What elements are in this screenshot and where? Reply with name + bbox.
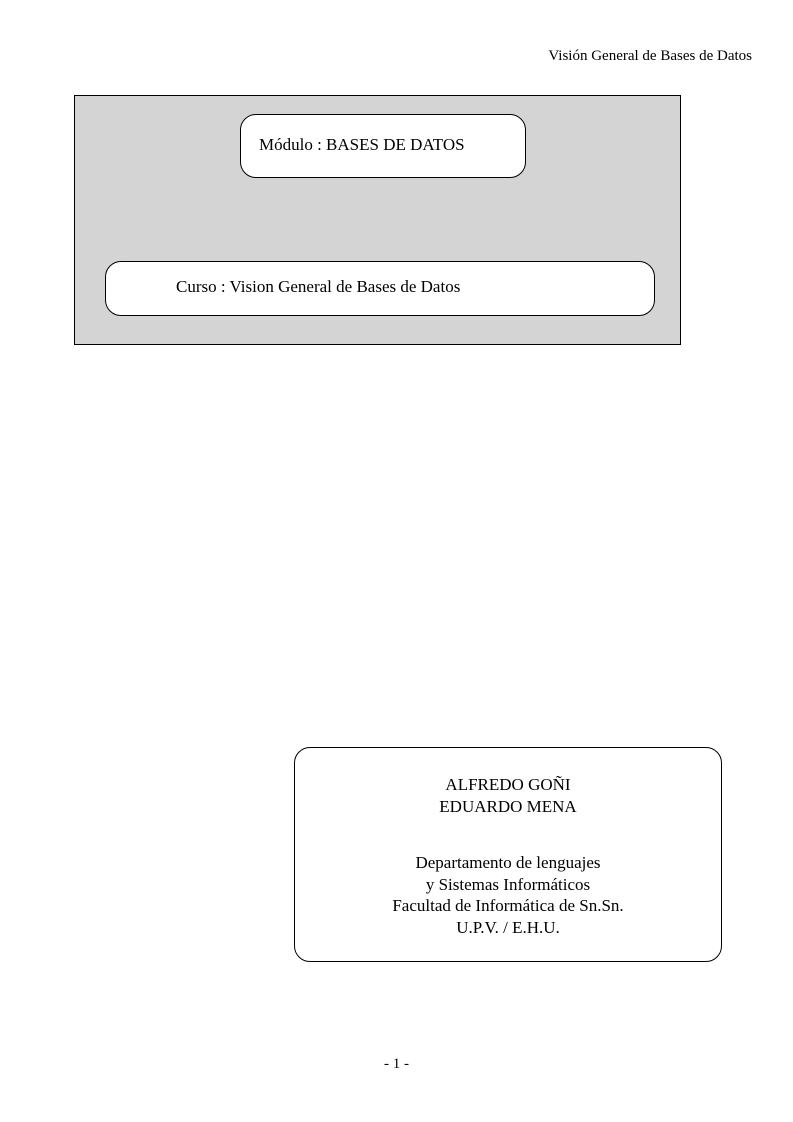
affiliation-line: Facultad de Informática de Sn.Sn.	[392, 896, 624, 915]
module-box	[240, 114, 526, 178]
page-number: - 1 -	[384, 1056, 409, 1072]
authors-box	[294, 747, 722, 962]
module-title: Módulo : BASES DE DATOS	[259, 135, 465, 154]
affiliation-line: y Sistemas Informáticos	[425, 874, 591, 894]
affiliation-line: U.P.V. / E.H.U.	[456, 917, 560, 937]
spacer	[295, 817, 721, 852]
author-name: EDUARDO MENA	[439, 796, 577, 816]
title-panel	[74, 95, 681, 345]
author-name: ALFREDO GOÑI	[445, 775, 571, 794]
running-header: Visión General de Bases de Datos	[548, 48, 752, 64]
affiliation-line: Departamento de lenguajes	[415, 853, 601, 872]
course-box	[105, 261, 655, 316]
course-title: Curso : Vision General de Bases de Datos	[176, 277, 461, 296]
